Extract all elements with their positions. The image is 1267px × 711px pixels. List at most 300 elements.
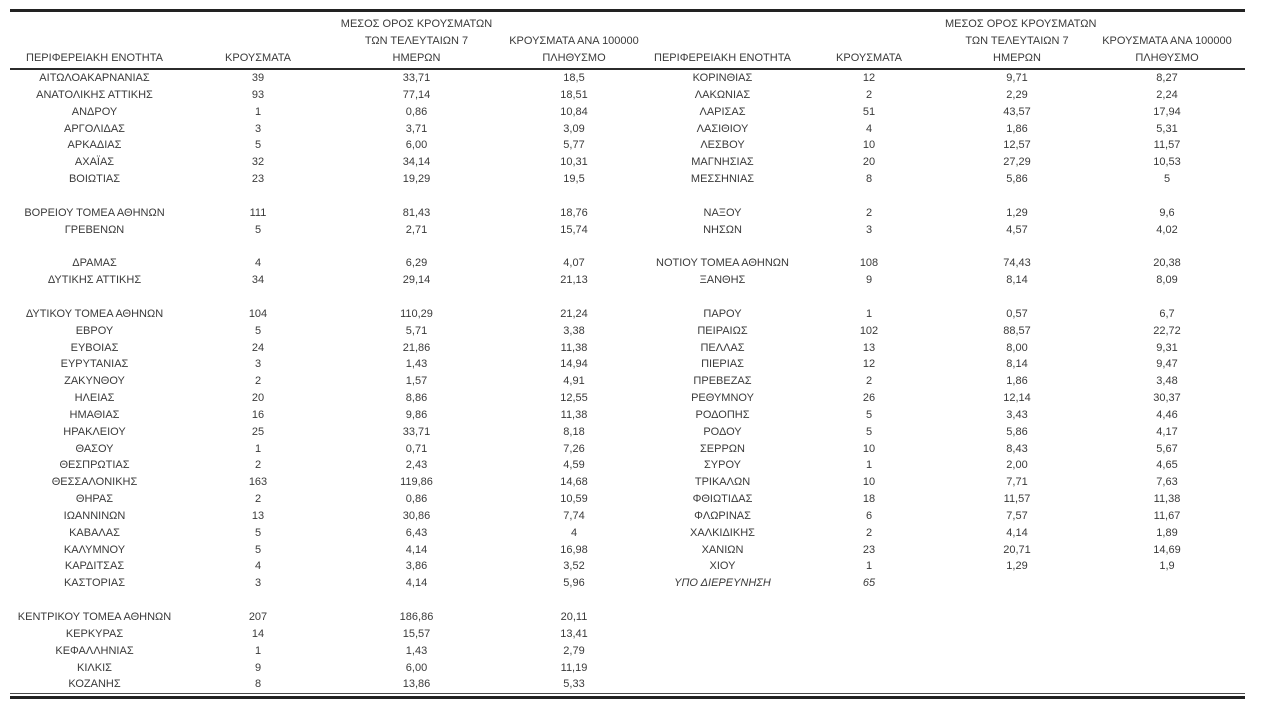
cell-avg7: 0,86 <box>405 493 428 506</box>
cell-region: ΚΑΒΑΛΑΣ <box>69 526 120 539</box>
header-line: ΜΕΣΟΣ ΟΡΟΣ ΚΡΟΥΣΜΑΤΩΝ <box>340 18 493 30</box>
table-row <box>10 373 1245 390</box>
cell-cases: 10 <box>862 476 876 489</box>
cell-region: ΜΑΓΝΗΣΙΑΣ <box>691 156 754 169</box>
cell-region: ΗΛΕΙΑΣ <box>74 392 115 405</box>
cell-avg7: 34,14 <box>402 156 431 169</box>
cell-avg7: 12,14 <box>1003 392 1031 405</box>
cell-cases: 4 <box>254 257 262 270</box>
cell-region: ΛΑΣΙΘΙΟΥ <box>696 122 749 135</box>
cell-region: ΚΑΣΤΟΡΙΑΣ <box>63 577 126 590</box>
cell-per100k: 19,5 <box>563 173 585 186</box>
cell-avg7: 19,29 <box>402 173 431 186</box>
cell-region: ΕΥΒΟΙΑΣ <box>70 341 119 354</box>
cell-cases: 1 <box>254 644 262 657</box>
cell-region: ΜΕΣΣΗΝΙΑΣ <box>690 173 755 186</box>
table-row <box>10 289 1245 306</box>
cell-per100k: 5,77 <box>563 139 585 152</box>
cell-avg7: 8,14 <box>1006 274 1028 287</box>
table-row <box>10 441 1245 458</box>
cell-per100k: 8,09 <box>1156 274 1178 287</box>
cell-region: ΠΕΙΡΑΙΩΣ <box>697 324 748 337</box>
cell-region: ΡΟΔΟΥ <box>703 425 742 438</box>
cell-cases: 104 <box>248 307 268 320</box>
cell-region: ΠΙΕΡΙΑΣ <box>701 358 744 371</box>
cell-region: ΤΡΙΚΑΛΩΝ <box>694 476 751 489</box>
cell-region: ΞΑΝΘΗΣ <box>699 274 746 287</box>
cell-per100k: 5,96 <box>563 577 585 590</box>
cell-avg7: 4,57 <box>1006 223 1028 236</box>
cell-per100k <box>496 289 652 306</box>
cell-cases: 2 <box>865 526 873 539</box>
cell-cases: 24 <box>251 341 265 354</box>
cell-cases: 8 <box>179 676 337 693</box>
cell-region <box>652 609 793 626</box>
cell-per100k: 4,17 <box>1156 425 1178 438</box>
cell-region <box>652 289 793 306</box>
cell-region: ΡΟΔΟΠΗΣ <box>695 408 750 421</box>
cell-per100k: 12,55 <box>560 392 588 405</box>
cell-per100k: 10,31 <box>560 156 588 169</box>
cell-cases: 5 <box>865 408 873 421</box>
cell-avg7: 4,14 <box>405 543 428 556</box>
cell-avg7: 5,71 <box>405 324 428 337</box>
cell-per100k: 18,51 <box>560 88 588 101</box>
cell-cases: 9 <box>865 274 873 287</box>
cell-region <box>10 592 179 609</box>
table-row <box>10 609 1245 626</box>
cell-per100k: 21,24 <box>560 307 588 320</box>
table-row <box>10 457 1245 474</box>
cell-region: ΑΝΑΤΟΛΙΚΗΣ ΑΤΤΙΚΗΣ <box>36 88 153 101</box>
col-header-avg7-left <box>337 12 496 69</box>
col-header-region-left: ΠΕΡΙΦΕΡΕΙΑΚΗ ΕΝΟΤΗΤΑ <box>10 12 179 69</box>
cell-per100k: 9,47 <box>1156 358 1178 371</box>
cell-cases: 3 <box>254 122 262 135</box>
cell-region: ΕΥΡΥΤΑΝΙΑΣ <box>60 358 129 371</box>
cell-cases <box>179 188 337 205</box>
cell-region <box>652 238 793 255</box>
cell-cases <box>793 626 945 643</box>
cell-per100k: 30,37 <box>1153 392 1181 405</box>
col-header-cases-left: ΚΡΟΥΣΜΑΤΑ <box>179 12 337 69</box>
cell-per100k <box>496 188 652 205</box>
table-row <box>10 69 1245 87</box>
cell-cases <box>179 238 337 255</box>
header-line: ΤΩΝ ΤΕΛΕΥΤΑΙΩΝ 7 <box>364 35 469 47</box>
cell-cases: 32 <box>251 156 265 169</box>
cell-region: ΛΕΣΒΟΥ <box>700 139 745 152</box>
header-line: ΚΡΟΥΣΜΑΤΑ ΑΝΑ 100000 <box>509 35 639 47</box>
cell-cases: 9 <box>254 661 262 674</box>
cell-avg7: 110,29 <box>400 307 433 320</box>
cell-avg7: 13,86 <box>337 676 496 693</box>
cell-cases: 4 <box>865 122 873 135</box>
cell-cases: 2 <box>865 375 873 388</box>
table-row <box>10 356 1245 373</box>
cell-avg7: 20,71 <box>1003 543 1031 556</box>
cell-cases: 3 <box>865 223 873 236</box>
table-row <box>10 558 1245 575</box>
cell-per100k: 14,69 <box>1153 543 1181 556</box>
cell-avg7 <box>945 626 1089 643</box>
cell-avg7: 1,43 <box>405 644 428 657</box>
cell-per100k: 5,31 <box>1156 122 1178 135</box>
table-row <box>10 676 1245 693</box>
col-header-region-right: ΠΕΡΙΦΕΡΕΙΑΚΗ ΕΝΟΤΗΤΑ <box>652 12 793 69</box>
cell-cases: 111 <box>249 206 267 219</box>
cell-per100k: 3,52 <box>563 560 585 573</box>
cell-cases <box>793 188 945 205</box>
cell-avg7: 11,57 <box>1003 493 1031 506</box>
table-row <box>10 222 1245 239</box>
table-row <box>10 340 1245 357</box>
cell-avg7: 8,14 <box>1006 358 1028 371</box>
cell-cases: 3 <box>254 358 262 371</box>
cell-per100k: 2,79 <box>563 644 585 657</box>
cell-avg7: 1,86 <box>1006 375 1028 388</box>
cell-cases: 3 <box>254 577 262 590</box>
cell-cases <box>793 676 945 693</box>
cell-avg7: 1,57 <box>405 375 428 388</box>
cell-cases: 25 <box>251 425 265 438</box>
cell-region: ΣΕΡΡΩΝ <box>700 442 745 455</box>
cell-avg7: 27,29 <box>1003 156 1031 169</box>
cell-per100k <box>496 238 652 255</box>
cell-cases: 23 <box>862 543 876 556</box>
cell-cases: 6 <box>865 509 873 522</box>
cell-avg7: 3,86 <box>405 560 428 573</box>
table-row <box>10 407 1245 424</box>
cell-cases: 4 <box>254 560 262 573</box>
cell-region: ΝΗΣΩΝ <box>703 223 742 236</box>
table-row <box>10 575 1245 592</box>
cell-region: ΚΟΡΙΝΘΙΑΣ <box>692 72 753 84</box>
table-row <box>10 121 1245 138</box>
cell-region: ΙΩΑΝΝΙΝΩΝ <box>63 509 126 522</box>
cell-per100k: 3,48 <box>1156 375 1178 388</box>
cell-avg7: 2,43 <box>405 459 428 472</box>
cell-per100k <box>1089 238 1245 255</box>
cell-avg7: 3,71 <box>405 122 428 135</box>
cell-per100k: 8,27 <box>1156 72 1178 84</box>
cell-per100k <box>1089 626 1245 643</box>
cell-region: ΑΡΚΑΔΙΑΣ <box>67 139 122 152</box>
cell-per100k: 10,59 <box>560 493 588 506</box>
cell-region: ΧΑΛΚΙΔΙΚΗΣ <box>690 526 755 539</box>
cell-region: ΘΑΣΟΥ <box>75 442 114 455</box>
cell-avg7: 0,86 <box>405 105 428 118</box>
cell-cases: 2 <box>254 459 262 472</box>
cell-region: ΠΑΡΟΥ <box>703 307 742 320</box>
cell-region: ΑΙΤΩΛΟΑΚΑΡΝΑΝΙΑΣ <box>39 72 150 84</box>
cell-region: ΠΡΕΒΕΖΑΣ <box>693 375 752 388</box>
cell-avg7: 7,71 <box>1006 476 1028 489</box>
table-row <box>10 592 1245 609</box>
cell-per100k: 14,94 <box>560 358 588 371</box>
cell-region: ΔΥΤΙΚΟΥ ΤΟΜΕΑ ΑΘΗΝΩΝ <box>25 307 164 320</box>
cell-per100k <box>1089 289 1245 306</box>
cell-avg7 <box>337 188 496 205</box>
cell-region: ΚΕΝΤΡΙΚΟΥ ΤΟΜΕΑ ΑΘΗΝΩΝ <box>17 611 172 623</box>
col-header-per100k-right <box>1089 12 1245 69</box>
cell-cases: 10 <box>862 442 876 455</box>
cell-avg7: 15,57 <box>402 627 431 640</box>
cell-cases: 34 <box>251 274 265 287</box>
cell-per100k <box>1089 660 1245 677</box>
cell-per100k <box>1089 575 1245 592</box>
cell-avg7: 4,14 <box>1006 526 1028 539</box>
cell-region: ΛΑΚΩΝΙΑΣ <box>694 88 751 101</box>
cell-cases <box>179 289 337 306</box>
cell-region: ΒΟΡΕΙΟΥ ΤΟΜΕΑ ΑΘΗΝΩΝ <box>24 206 165 219</box>
cell-region <box>652 592 793 609</box>
cell-region: ΣΥΡΟΥ <box>703 459 741 472</box>
table-row <box>10 626 1245 643</box>
cell-avg7: 9,71 <box>1006 72 1028 84</box>
table-row <box>10 390 1245 407</box>
cell-avg7: 7,57 <box>1006 509 1028 522</box>
table-row <box>10 643 1245 660</box>
header-line: ΤΩΝ ΤΕΛΕΥΤΑΙΩΝ 7 <box>965 35 1069 47</box>
table-row <box>10 87 1245 104</box>
cell-per100k: 1,9 <box>1159 560 1175 573</box>
cell-region: ΚΑΛΥΜΝΟΥ <box>63 543 126 556</box>
cell-avg7: 3,43 <box>1006 408 1028 421</box>
cell-per100k <box>1089 643 1245 660</box>
table-row <box>10 272 1245 289</box>
cell-per100k: 21,13 <box>560 274 588 287</box>
cell-per100k: 10,84 <box>560 105 588 118</box>
bottom-rule <box>10 696 1245 699</box>
table-row <box>10 306 1245 323</box>
cell-avg7: 88,57 <box>1003 324 1031 337</box>
cell-cases: 207 <box>248 611 268 623</box>
cell-cases: 18 <box>862 493 876 506</box>
cell-avg7: 74,43 <box>1003 257 1031 270</box>
cell-cases: 13 <box>862 341 876 354</box>
table-row <box>10 542 1245 559</box>
table-body <box>10 69 1245 694</box>
cell-cases: 16 <box>251 408 265 421</box>
cell-per100k: 4,02 <box>1156 223 1178 236</box>
cell-avg7 <box>945 575 1089 592</box>
cell-cases: 1 <box>865 459 873 472</box>
cell-per100k <box>1089 592 1245 609</box>
cell-per100k: 4,59 <box>563 459 585 472</box>
cell-cases: 2 <box>254 493 262 506</box>
cell-region <box>10 289 179 306</box>
table-row <box>10 323 1245 340</box>
cell-avg7: 4,14 <box>405 577 428 590</box>
cell-avg7: 1,29 <box>1006 560 1028 573</box>
cell-cases: 5 <box>254 139 262 152</box>
table-header <box>10 12 1245 69</box>
cell-cases: 5 <box>254 223 262 236</box>
cell-cases: 5 <box>254 324 262 337</box>
cell-cases: 2 <box>865 88 873 101</box>
table-row <box>10 508 1245 525</box>
cell-avg7: 5,86 <box>1006 425 1028 438</box>
col-header-per100k-left <box>496 12 652 69</box>
cell-cases: 5 <box>254 526 262 539</box>
cell-cases: 163 <box>248 476 268 489</box>
cell-region: ΘΕΣΣΑΛΟΝΙΚΗΣ <box>51 476 138 489</box>
cell-per100k <box>1089 609 1245 626</box>
table-row <box>10 255 1245 272</box>
cell-cases: 13 <box>251 509 265 522</box>
cell-cases: 20 <box>862 156 876 169</box>
cell-avg7: 6,29 <box>405 257 428 270</box>
cell-cases <box>793 660 945 677</box>
cell-per100k: 7,63 <box>1156 476 1178 489</box>
cell-avg7: 30,86 <box>402 509 431 522</box>
cell-per100k: 2,24 <box>1156 88 1178 101</box>
cell-region: ΧΑΝΙΩΝ <box>701 543 744 556</box>
cell-region: ΑΝΔΡΟΥ <box>71 105 118 118</box>
cell-region: ΕΒΡΟΥ <box>75 324 114 337</box>
cell-region <box>652 676 793 693</box>
table-row <box>10 188 1245 205</box>
cell-per100k: 1,89 <box>1156 526 1178 539</box>
cell-cases: 1 <box>254 442 262 455</box>
cell-per100k: 9,31 <box>1156 341 1178 354</box>
cell-region: ΥΠΟ ΔΙΕΡΕΥΝΗΣΗ <box>674 577 771 590</box>
cell-per100k <box>496 592 652 609</box>
cell-region: ΦΛΩΡΙΝΑΣ <box>694 509 751 522</box>
cell-avg7 <box>945 238 1089 255</box>
cell-cases: 51 <box>862 105 876 118</box>
cell-cases <box>793 238 945 255</box>
cell-avg7: 9,86 <box>405 408 428 421</box>
cell-region: ΠΕΛΛΑΣ <box>700 341 745 354</box>
cell-per100k: 22,72 <box>1153 324 1181 337</box>
cell-region: ΝΟΤΙΟΥ ΤΟΜΕΑ ΑΘΗΝΩΝ <box>656 257 789 270</box>
cell-per100k: 14,68 <box>560 476 588 489</box>
cell-region <box>652 188 793 205</box>
cell-avg7: 6,43 <box>405 526 428 539</box>
cell-region: ΗΡΑΚΛΕΙΟΥ <box>63 425 126 438</box>
cell-avg7 <box>945 188 1089 205</box>
cell-cases: 10 <box>862 139 876 152</box>
col-header-cases-right: ΚΡΟΥΣΜΑΤΑ <box>793 12 945 69</box>
cell-region: ΚΕΦΑΛΛΗΝΙΑΣ <box>55 644 134 657</box>
cell-cases: 14 <box>251 627 265 640</box>
cell-region: ΗΜΑΘΙΑΣ <box>69 408 120 421</box>
cell-avg7: 5,86 <box>1006 173 1028 186</box>
cell-region <box>652 626 793 643</box>
table-row <box>10 137 1245 154</box>
cell-per100k: 3,09 <box>563 122 585 135</box>
cell-cases: 108 <box>859 257 879 270</box>
cell-region: ΛΑΡΙΣΑΣ <box>699 105 746 118</box>
cell-avg7 <box>945 609 1089 626</box>
cell-avg7 <box>945 660 1089 677</box>
cell-region <box>652 643 793 660</box>
cell-per100k: 7,26 <box>563 442 585 455</box>
cell-avg7: 0,57 <box>1006 307 1028 320</box>
cell-avg7: 1,43 <box>405 358 428 371</box>
cell-avg7: 29,14 <box>402 274 431 287</box>
cell-avg7 <box>337 289 496 306</box>
table-row <box>10 424 1245 441</box>
cell-region: ΔΡΑΜΑΣ <box>72 257 117 270</box>
cell-per100k: 4,91 <box>563 375 585 388</box>
header-row <box>10 12 1245 69</box>
cell-region: ΖΑΚΥΝΘΟΥ <box>64 375 125 388</box>
cell-avg7: 6,00 <box>405 661 428 674</box>
cell-region: ΡΕΘΥΜΝΟΥ <box>691 392 754 405</box>
cell-cases: 26 <box>862 392 876 405</box>
cell-avg7: 8,00 <box>1006 341 1028 354</box>
cell-avg7: 6,00 <box>405 139 428 152</box>
cell-cases: 12 <box>862 72 876 84</box>
cell-region: ΑΧΑΪΑΣ <box>74 156 115 169</box>
cell-per100k: 11,67 <box>1153 509 1181 522</box>
cell-avg7 <box>945 289 1089 306</box>
cell-avg7: 81,43 <box>402 206 431 219</box>
cell-avg7: 8,43 <box>1006 442 1028 455</box>
cell-avg7 <box>945 676 1089 693</box>
cell-per100k: 13,41 <box>560 627 588 640</box>
cell-avg7: 2,29 <box>1006 88 1028 101</box>
cell-avg7 <box>945 643 1089 660</box>
cell-region: ΘΕΣΠΡΩΤΙΑΣ <box>59 459 130 472</box>
cell-per100k: 4 <box>570 526 578 539</box>
header-line: ΠΛΗΘΥΣΜΟ <box>542 52 606 64</box>
cell-avg7: 0,71 <box>405 442 428 455</box>
table-row <box>10 104 1245 121</box>
cell-avg7: 33,71 <box>402 72 431 84</box>
cell-region: ΚΟΖΑΝΗΣ <box>10 676 179 693</box>
header-line: ΠΛΗΘΥΣΜΟ <box>1135 52 1199 64</box>
cell-per100k: 4,07 <box>563 257 585 270</box>
cell-avg7: 12,57 <box>1003 139 1031 152</box>
cell-cases: 12 <box>862 358 876 371</box>
cell-avg7: 21,86 <box>402 341 431 354</box>
cell-cases: 1 <box>254 105 262 118</box>
cell-per100k: 4,65 <box>1156 459 1178 472</box>
cell-per100k: 9,6 <box>1159 206 1175 219</box>
cell-region <box>10 238 179 255</box>
cell-cases <box>793 592 945 609</box>
col-header-avg7-right <box>945 12 1097 69</box>
cell-region: ΘΗΡΑΣ <box>75 493 114 506</box>
cell-avg7: 33,71 <box>402 425 431 438</box>
cell-per100k: 15,74 <box>560 223 588 236</box>
cell-region <box>652 660 793 677</box>
cell-avg7: 1,29 <box>1006 206 1028 219</box>
cell-per100k: 17,94 <box>1153 105 1181 118</box>
cell-avg7: 77,14 <box>402 88 431 101</box>
cell-region <box>10 188 179 205</box>
cell-region: ΝΑΞΟΥ <box>703 206 742 219</box>
cell-cases: 5 <box>865 425 873 438</box>
table-row <box>10 171 1245 188</box>
cases-table <box>10 12 1245 694</box>
table-row <box>10 238 1245 255</box>
table-row <box>10 154 1245 171</box>
cell-cases: 102 <box>859 324 879 337</box>
cell-per100k: 8,18 <box>563 425 585 438</box>
cell-avg7: 1,86 <box>1006 122 1028 135</box>
cell-cases: 39 <box>251 72 265 84</box>
table-row <box>10 205 1245 222</box>
cell-per100k: 5,67 <box>1156 442 1178 455</box>
cell-per100k: 11,38 <box>1153 493 1181 506</box>
header-line: ΗΜΕΡΩΝ <box>392 52 441 64</box>
cell-per100k: 5 <box>1163 173 1171 186</box>
